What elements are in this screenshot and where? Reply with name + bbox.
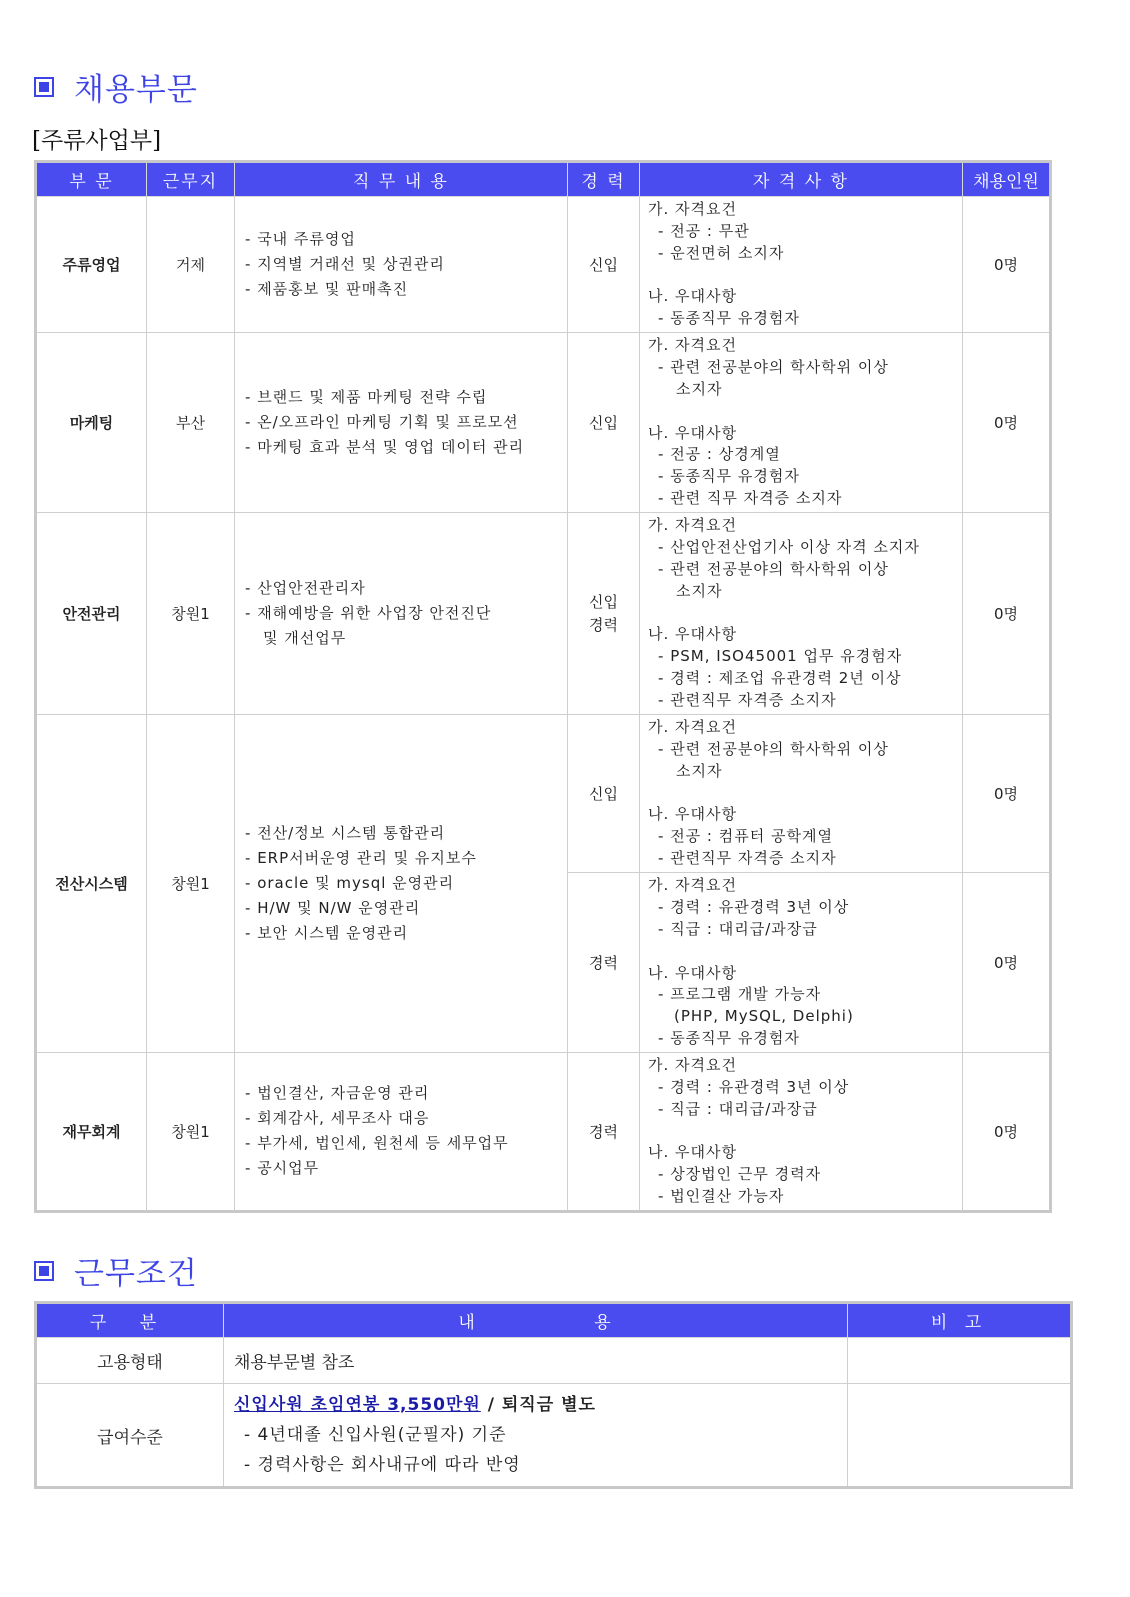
pref-item: - 전공 : 컴퓨터 공학계열 xyxy=(648,826,954,848)
duty-item: - H/W 및 N/W 운영관리 xyxy=(245,896,567,921)
headcount-cell: 0명 xyxy=(963,715,1051,873)
duty-item: - 마케팅 효과 분석 및 영업 데이터 관리 xyxy=(245,435,567,460)
qual-item: - 관련 전공분야의 학사학위 이상 xyxy=(648,559,954,581)
table-row xyxy=(36,1338,1072,1384)
dept-cell: 재무회계 xyxy=(36,1053,147,1212)
duties-cell xyxy=(235,333,568,513)
career-cell: 신입 xyxy=(568,197,640,333)
location-cell: 창원1 xyxy=(147,1053,235,1212)
qual-item-cont: 소지자 xyxy=(676,379,723,398)
recruit-table-header xyxy=(36,162,1051,197)
pref-item: - 동종직무 유경험자 xyxy=(648,1028,954,1050)
headcount-cell: 0명 xyxy=(963,197,1051,333)
salary-main: 신입사원 초임연봉 3,550만원 xyxy=(234,1395,481,1415)
qual-heading-req: 가. 자격요건 xyxy=(648,200,737,219)
qual-heading-pref: 나. 우대사항 xyxy=(648,423,737,442)
qual-item: - 경력 : 유관경력 3년 이상 xyxy=(648,897,954,919)
section-title-conditions xyxy=(34,1248,198,1293)
table-row xyxy=(36,1053,1051,1212)
dept-cell: 주류영업 xyxy=(36,197,147,333)
qual-item: - 산업안전산업기사 이상 자격 소지자 xyxy=(648,537,954,559)
qual-item: - 전공 : 무관 xyxy=(648,221,954,243)
duty-item: - 공시업무 xyxy=(245,1156,567,1181)
section-title-text: 근무조건 xyxy=(74,1256,198,1292)
career-cell: 신입 xyxy=(568,333,640,513)
headcount-cell: 0명 xyxy=(963,873,1051,1053)
duties-cell xyxy=(235,197,568,333)
qualifications-cell xyxy=(640,715,963,873)
qual-heading-pref: 나. 우대사항 xyxy=(648,805,737,824)
table-row xyxy=(36,197,1051,333)
qual-heading-pref: 나. 우대사항 xyxy=(648,963,737,982)
qualifications-cell xyxy=(640,513,963,715)
qual-item: - 직급 : 대리급/과장급 xyxy=(648,919,954,941)
conditions-table xyxy=(34,1301,1073,1489)
duty-item: - 제품홍보 및 판매촉진 xyxy=(245,277,567,302)
salary-line: - 4년대졸 신입사원(군필자) 기준 xyxy=(244,1425,507,1445)
duties-cell xyxy=(235,1053,568,1212)
header-qualifications: 자 격 사 항 xyxy=(640,162,963,197)
duty-item: - 국내 주류영업 xyxy=(245,227,567,252)
header-duties: 직 무 내 용 xyxy=(235,162,568,197)
header-category: 구 분 xyxy=(36,1303,224,1338)
duty-item: - 지역별 거래선 및 상권관리 xyxy=(245,252,567,277)
qual-heading-pref: 나. 우대사항 xyxy=(648,625,737,644)
employment-type-note xyxy=(848,1338,1072,1384)
employment-type-value: 채용부문별 참조 xyxy=(224,1338,848,1384)
square-bullet-icon xyxy=(34,77,54,97)
pref-item: - 관련직무 자격증 소지자 xyxy=(648,848,954,870)
duty-item: - 부가세, 법인세, 원천세 등 세무업무 xyxy=(245,1131,567,1156)
duty-item: - 보안 시스템 운영관리 xyxy=(245,921,567,946)
career-exp: 경력 xyxy=(589,615,618,634)
table-row xyxy=(36,1384,1072,1488)
section-title-recruit xyxy=(34,64,198,109)
duty-item-cont: 및 개선업무 xyxy=(263,629,347,647)
location-cell: 거제 xyxy=(147,197,235,333)
table-row xyxy=(36,333,1051,513)
salary-content xyxy=(224,1384,848,1488)
duty-item: - 온/오프라인 마케팅 기획 및 프로모션 xyxy=(245,410,567,435)
pref-item-cont: (PHP, MySQL, Delphi) xyxy=(674,1007,854,1026)
header-note: 비 고 xyxy=(848,1303,1072,1338)
pref-item: - 상장법인 근무 경력자 xyxy=(648,1164,954,1186)
duty-item: - ERP서버운영 관리 및 유지보수 xyxy=(245,846,567,871)
headcount-cell: 0명 xyxy=(963,333,1051,513)
duty-item: - 산업안전관리자 xyxy=(245,576,567,601)
headcount-cell: 0명 xyxy=(963,513,1051,715)
conditions-table-header xyxy=(36,1303,1072,1338)
dept-cell: 전산시스템 xyxy=(36,715,147,1053)
location-cell: 부산 xyxy=(147,333,235,513)
pref-item: - 법인결산 가능자 xyxy=(648,1186,954,1208)
career-cell: 신입 xyxy=(568,715,640,873)
pref-item: - PSM, ISO45001 업무 유경험자 xyxy=(648,646,954,668)
dept-cell: 마케팅 xyxy=(36,333,147,513)
headcount-cell: 0명 xyxy=(963,1053,1051,1212)
duties-cell xyxy=(235,715,568,1053)
duty-item: - oracle 및 mysql 운영관리 xyxy=(245,871,567,896)
section-title-text: 채용부문 xyxy=(74,72,198,108)
duty-item: - 재해예방을 위한 사업장 안전진단 xyxy=(245,601,567,626)
qualifications-cell xyxy=(640,873,963,1053)
square-bullet-icon xyxy=(34,1261,54,1281)
qual-item: - 운전면허 소지자 xyxy=(648,243,954,265)
duties-cell xyxy=(235,513,568,715)
salary-note xyxy=(848,1384,1072,1488)
qual-heading-req: 가. 자격요건 xyxy=(648,718,737,737)
career-cell xyxy=(568,513,640,715)
qual-item: - 관련 전공분야의 학사학위 이상 xyxy=(648,739,954,761)
table-row xyxy=(36,513,1051,715)
qual-heading-req: 가. 자격요건 xyxy=(648,1056,737,1074)
career-cell: 경력 xyxy=(568,1053,640,1212)
qual-item-cont: 소지자 xyxy=(676,761,723,780)
pref-item: - 프로그램 개발 가능자 xyxy=(648,984,954,1006)
recruit-table xyxy=(34,160,1052,1213)
qual-item: - 관련 전공분야의 학사학위 이상 xyxy=(648,357,954,379)
qual-item: - 직급 : 대리급/과장급 xyxy=(648,1099,954,1121)
salary-line: - 경력사항은 회사내규에 따라 반영 xyxy=(244,1455,521,1475)
qualifications-cell xyxy=(640,333,963,513)
duty-item: - 법인결산, 자금운영 관리 xyxy=(245,1081,567,1106)
pref-item: - 관련 직무 자격증 소지자 xyxy=(648,488,954,510)
header-content: 내 용 xyxy=(224,1303,848,1338)
header-location: 근무지 xyxy=(147,162,235,197)
location-cell: 창원1 xyxy=(147,513,235,715)
table-row xyxy=(36,715,1051,873)
salary-rest: / 퇴직금 별도 xyxy=(480,1395,596,1415)
duty-item: - 브랜드 및 제품 마케팅 전략 수립 xyxy=(245,385,567,410)
division-subtitle: [주류사업부] xyxy=(32,128,162,154)
dept-cell: 안전관리 xyxy=(36,513,147,715)
header-dept: 부 문 xyxy=(36,162,147,197)
career-new: 신입 xyxy=(589,592,618,611)
qual-heading-pref: 나. 우대사항 xyxy=(648,1143,737,1162)
salary-label: 급여수준 xyxy=(36,1384,224,1488)
qual-item: - 경력 : 유관경력 3년 이상 xyxy=(648,1077,954,1099)
pref-item: - 동종직무 유경험자 xyxy=(648,308,954,330)
qual-item-cont: 소지자 xyxy=(676,581,723,600)
qualifications-cell xyxy=(640,197,963,333)
career-cell: 경력 xyxy=(568,873,640,1053)
qualifications-cell xyxy=(640,1053,963,1212)
pref-item: - 관련직무 자격증 소지자 xyxy=(648,690,954,712)
qual-heading-req: 가. 자격요건 xyxy=(648,336,737,355)
duty-item: - 회계감사, 세무조사 대응 xyxy=(245,1106,567,1131)
qual-heading-pref: 나. 우대사항 xyxy=(648,287,737,306)
duty-item: - 전산/정보 시스템 통합관리 xyxy=(245,821,567,846)
header-career: 경 력 xyxy=(568,162,640,197)
qual-heading-req: 가. 자격요건 xyxy=(648,876,737,895)
pref-item: - 경력 : 제조업 유관경력 2년 이상 xyxy=(648,668,954,690)
pref-item: - 전공 : 상경계열 xyxy=(648,444,954,466)
qual-heading-req: 가. 자격요건 xyxy=(648,516,737,535)
header-headcount: 채용인원 xyxy=(963,162,1051,197)
location-cell: 창원1 xyxy=(147,715,235,1053)
pref-item: - 동종직무 유경험자 xyxy=(648,466,954,488)
employment-type-label: 고용형태 xyxy=(36,1338,224,1384)
